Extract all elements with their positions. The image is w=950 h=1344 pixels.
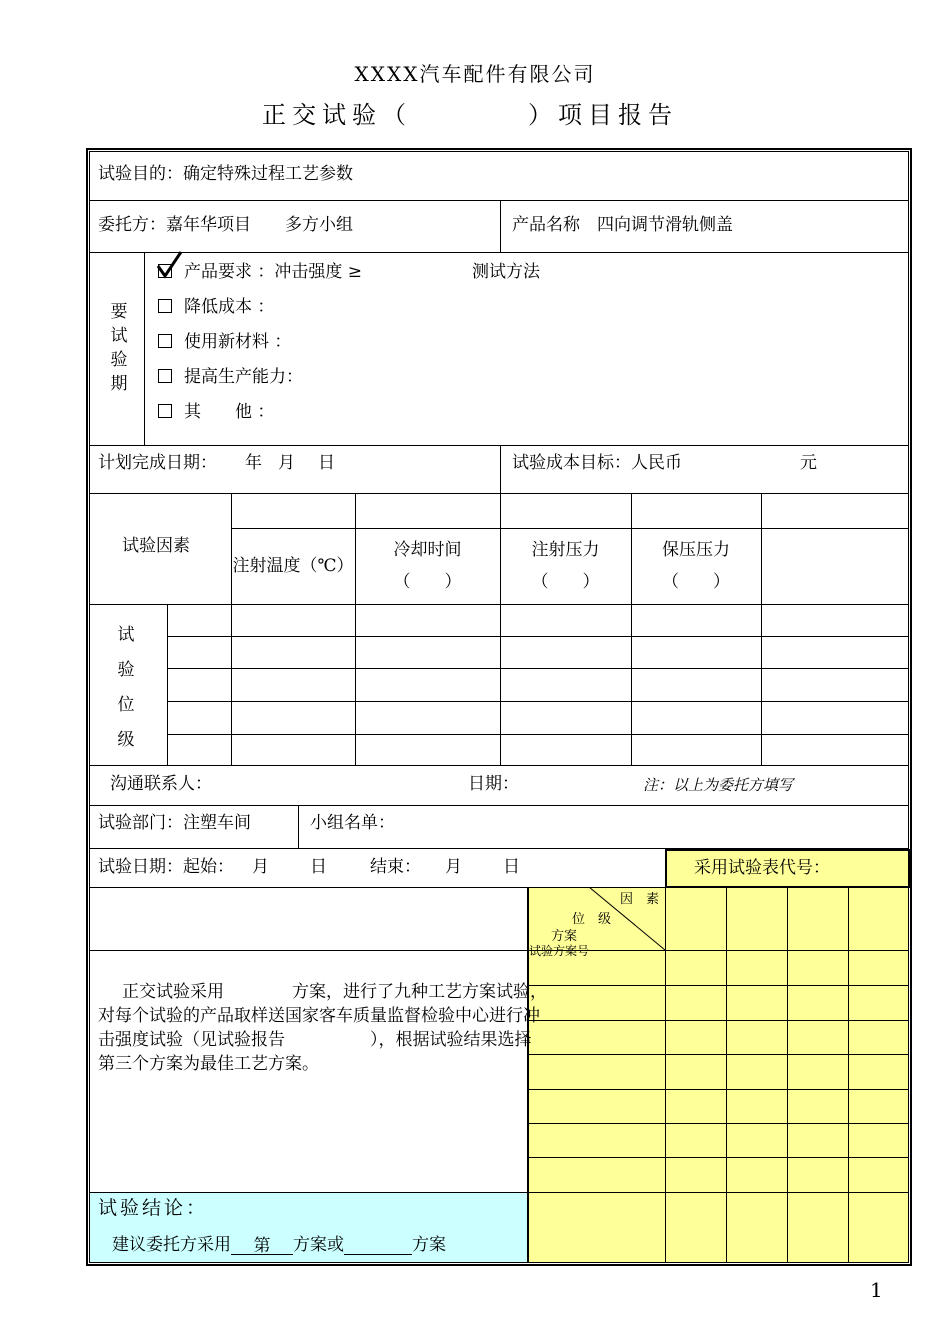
req-new-material-label: 使用新材料 ：: [184, 332, 292, 352]
requirements-label: 要 试 验 期: [110, 302, 128, 394]
factor-holding-pressure: 保压压力: [662, 540, 730, 560]
note-text: 注：以上为委托方填写: [643, 776, 794, 794]
plan-month: 月: [278, 453, 295, 473]
diag-factor: 因 素: [620, 892, 660, 907]
summary-line-1: 正交试验采用 方案，进行了九种工艺方案试验，: [122, 982, 547, 1002]
company-name: XXXX汽车配件有限公司: [354, 62, 596, 86]
req-test-method: 测试方法: [472, 262, 540, 282]
checkbox-reduce-cost[interactable]: [158, 299, 172, 313]
diag-plan-number: 试验方案号: [529, 944, 590, 958]
product-name: 产品名称 四向调节滑轨侧盖: [512, 215, 733, 235]
factor-label: 试验因素: [122, 536, 190, 556]
summary-line-3: 击强度试验（见试验报告 ），根据试验结果选择: [98, 1030, 532, 1050]
diag-level: 位 级: [572, 912, 612, 927]
end-month: 月: [445, 857, 462, 877]
client-text: 委托方：嘉年华项目 多方小组: [98, 215, 353, 235]
suggest-plan-field[interactable]: 第: [231, 1236, 293, 1255]
end-label: 结束：: [370, 857, 421, 877]
suggestion-line: [112, 1235, 446, 1255]
summary-line-4: 第三个方案为最佳工艺方案。: [98, 1054, 319, 1074]
factor-holding-unit: （ ）: [662, 572, 730, 592]
cost-target-label: 试验成本目标：人民币: [512, 453, 682, 473]
checkbox-capacity[interactable]: [158, 369, 172, 383]
suggest-mid: 方案或: [293, 1235, 344, 1255]
factor-injection-pressure: 注射压力: [531, 540, 600, 560]
summary-line-2: 对每个试验的产品取样送国家客车质量监督检验中心进行冲: [98, 1006, 540, 1026]
table-code-label: 采用试验表代号：: [694, 858, 830, 878]
level-label: 试 验 位 级: [117, 625, 135, 750]
plan-day: 日: [318, 453, 335, 473]
date-label: 日期：: [468, 774, 519, 794]
req-reduce-cost-label: 降低成本 ：: [184, 297, 275, 317]
suggest-alt-field[interactable]: [344, 1236, 412, 1255]
plan-year: 年: [245, 453, 262, 473]
factor-temperature: 注射温度（℃）: [232, 556, 354, 576]
factor-cooling-time: 冷却时间: [393, 540, 462, 560]
purpose-text: 试验目的：确定特殊过程工艺参数: [98, 164, 353, 184]
report-title-left: 正交试验（: [262, 101, 412, 129]
page-number: 1: [870, 1278, 883, 1302]
diag-plan: 方案: [551, 929, 578, 944]
conclusion-label: 试验结论：: [98, 1197, 209, 1219]
team-label: 小组名单：: [310, 813, 395, 833]
req-other-label: 其 他 ：: [184, 402, 275, 422]
plan-date-label: 计划完成日期：: [98, 453, 217, 473]
checkbox-other[interactable]: [158, 404, 172, 418]
test-date-label: 试验日期：起始：: [98, 857, 234, 877]
check-mark-icon: [154, 250, 184, 282]
factor-injection-unit: （ ）: [531, 572, 600, 592]
start-day: 日: [310, 857, 327, 877]
req-capacity-label: 提高生产能力：: [184, 367, 303, 387]
dept-label: 试验部门：注塑车间: [98, 813, 251, 833]
suggest-end: 方案: [412, 1235, 446, 1255]
suggest-prefix: 建议委托方采用: [112, 1235, 231, 1255]
checkbox-new-material[interactable]: [158, 334, 172, 348]
req-product-label: 产品要求 ：冲击强度 ≥: [184, 262, 363, 282]
contact-label: 沟通联系人：: [110, 774, 212, 794]
start-month: 月: [252, 857, 269, 877]
report-title-right: ）项目报告: [528, 101, 678, 129]
end-day: 日: [503, 857, 520, 877]
cost-unit: 元: [800, 453, 817, 473]
factor-cooling-unit: （ ）: [393, 572, 462, 592]
